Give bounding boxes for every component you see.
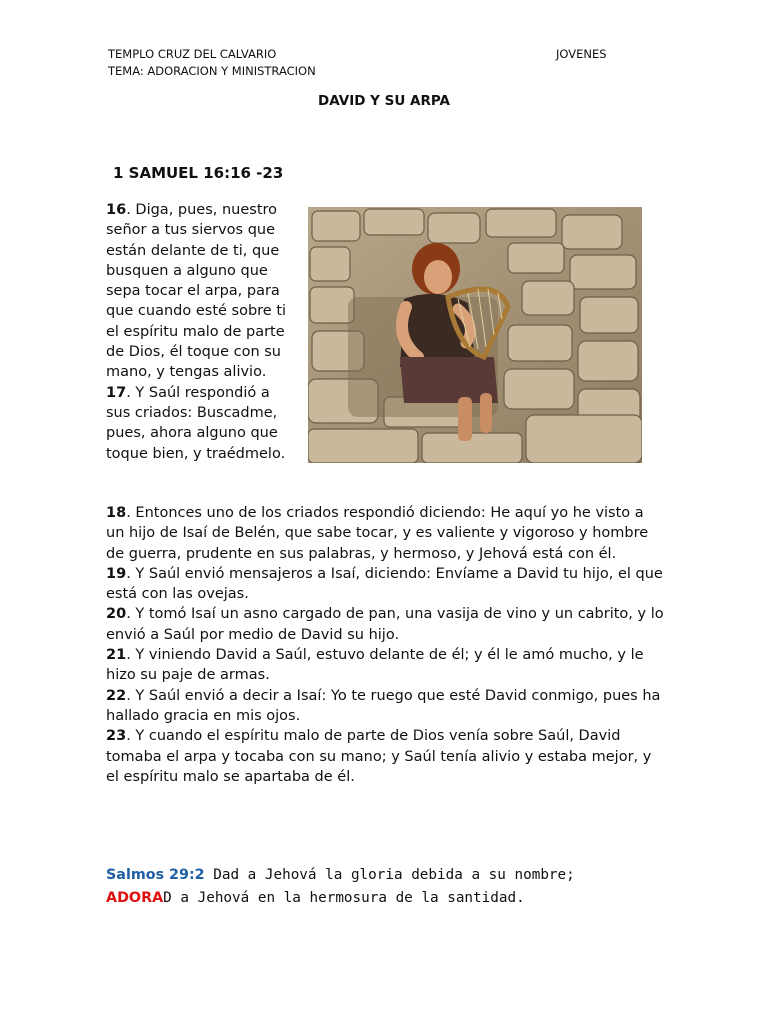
scripture-reference: 1 SAMUEL 16:16 -23 [113,164,284,182]
verse-number: 21 [106,647,127,664]
verse-16 [106,200,298,383]
verse-number: 22 [106,687,127,704]
verse-number: 23 [106,728,127,745]
verse-22 [106,686,666,727]
psalm-reference: Salmos 29:2 [106,867,205,883]
document-header [108,46,608,80]
verse-text: . Entonces uno de los criados respondió diciendo: He aquí yo he visto a un hijo de Isaí de Belén, que sabe tocar, y es valiente y vigoroso y hombre de guerra, prudente en sus palabras, y hermoso, y Jehová está con él. [106,505,649,562]
header-org: TEMPLO CRUZ DEL CALVARIO [108,47,277,61]
verse-number: 17 [106,384,127,401]
verse-text: . Diga, pues, nuestro señor a tus siervos que están delante de ti, que busquen a alguno que sepa tocar el arpa, para que cuando esté sobre ti el espíritu malo de parte de Dios, él toque con su mano, y tengas alivio. [106,202,287,381]
verse-number: 18 [106,505,127,521]
verse-text: . Y Saúl envió a decir a Isaí: Yo te ruego que esté David conmigo, pues ha hallado gracia en mis ojos. [106,687,661,724]
psalm-line-2 [106,887,706,910]
verse-18 [106,503,666,564]
page-title: DAVID Y SU ARPA [318,93,450,109]
verse-20 [106,604,666,645]
psalm-highlight: ADORA [106,890,164,906]
psalm-text-2: D a Jehová en la hermosura de la santidad. [163,890,525,906]
psalm-text-1: Dad a Jehová la gloria debida a su nombre; [204,867,575,883]
verse-number: 16 [106,202,127,218]
psalm-line-1 [106,864,706,887]
header-group: JOVENES [556,47,607,61]
verse-19 [106,564,666,605]
verse-text: . Y Saúl envió mensajeros a Isaí, diciendo: Envíame a David tu hijo, el que está con las ovejas. [106,565,663,603]
header-theme: TEMA: ADORACION Y MINISTRACION [108,64,316,78]
verse-21 [106,645,666,686]
verse-text: . Y viniendo David a Saúl, estuvo delante de él; y él le amó mucho, y le hizo su paje de armas. [106,647,644,684]
david-harp-photo [308,207,642,463]
verse-17 [106,383,298,464]
verse-text: . Y Saúl respondió a sus criados: Buscadme, pues, ahora alguno que toque bien, y traédmelo. [106,384,286,462]
psalm-quote [106,864,706,910]
verse-number: 20 [106,606,127,623]
verse-number: 19 [106,565,127,582]
verse-23 [106,726,666,787]
verses-full-width [106,503,666,787]
verse-text: . Y cuando el espíritu malo de parte de Dios venía sobre Saúl, David tomaba el arpa y tocaba con su mano; y Saúl tenía alivio y estaba mejor, y el espíritu malo se apartaba de él. [106,728,652,785]
verse-text: . Y tomó Isaí un asno cargado de pan, una vasija de vino y un cabrito, y lo envió a Saúl por medio de David su hijo. [106,606,664,643]
verses-beside-image [106,200,298,464]
